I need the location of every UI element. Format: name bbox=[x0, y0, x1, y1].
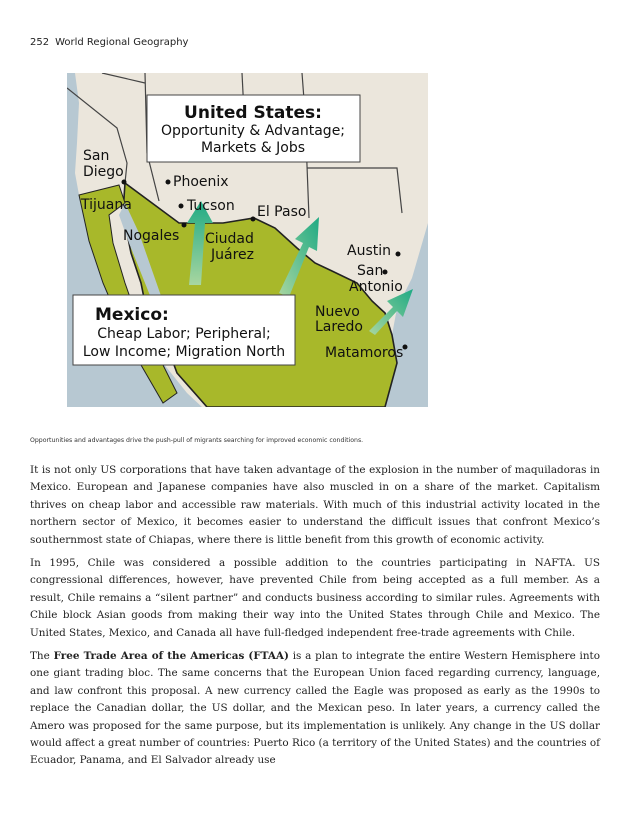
dot-el-paso bbox=[251, 217, 256, 222]
dot-phoenix bbox=[166, 180, 171, 185]
page-number: 252 bbox=[30, 37, 50, 48]
figure-caption: Opportunities and advantages drive the push-pull of migrants searching for improved economic conditions. bbox=[30, 437, 364, 444]
label-tijuana: Tijuana bbox=[81, 197, 132, 213]
page-header bbox=[30, 37, 188, 48]
label-matamoros: Matamoros bbox=[325, 345, 404, 361]
us-callout-line1: Opportunity & Advantage; bbox=[160, 123, 346, 139]
book-title: World Regional Geography bbox=[55, 37, 189, 48]
dot-matamoros bbox=[403, 345, 408, 350]
label-san-diego-1: San bbox=[83, 148, 110, 164]
paragraph-1: It is not only US corporations that have taken advantage of the explosion in the number of maquiladoras in Mexico. European and Japanese companies have also muscled in on a share of the market. Capitalism thrives on cheap labor and accessible raw materials. With much of this industrial activity located in the northern sector of Mexico, it becomes easier to understand the difficult issues that confront Mexico’s southernmost state of Chiapas, where there is little benefit from this growth of economic activity. bbox=[30, 464, 600, 546]
label-san-antonio-2: Antonio bbox=[349, 279, 403, 295]
label-phoenix: Phoenix bbox=[173, 174, 229, 190]
us-callout-line2: Markets & Jobs bbox=[200, 140, 306, 156]
mexico-callout-line2: Low Income; Migration North bbox=[82, 344, 286, 360]
label-tucson: Tucson bbox=[187, 198, 235, 214]
label-ciudad-juarez-2: Juárez bbox=[211, 247, 254, 263]
paragraph-3-body: is a plan to integrate the entire Western Hemisphere into one giant trading bloc. The same concerns that the European Union faced regarding currency, language, and law confront this proposal. A new currency called the Eagle was proposed as early as the 1990s to replace the Canadian dollar, the US dollar, and the Mexican peso. In later years, a currency called the Amero was proposed for the same purpose, but its implementation is unlikely. Any change in the US dollar would affect a great number of countries: Puerto Rico (a territory of the United States) and the countries of Ecuador, Panama, and El Salvador already use bbox=[30, 650, 600, 767]
paragraph-3-prefix: The bbox=[30, 650, 54, 662]
migration-map bbox=[67, 73, 428, 407]
mexico-callout-line1: Cheap Labor; Peripheral; bbox=[97, 326, 271, 342]
dot-tucson bbox=[179, 204, 184, 209]
label-san-antonio-1: San bbox=[357, 263, 384, 279]
map-svg bbox=[67, 73, 428, 407]
paragraph-3 bbox=[30, 648, 600, 770]
label-nuevo-laredo-2: Laredo bbox=[315, 319, 363, 335]
label-nogales: Nogales bbox=[123, 228, 180, 244]
dot-austin bbox=[396, 252, 401, 257]
dot-san-diego bbox=[122, 180, 127, 185]
label-san-diego-2: Diego bbox=[83, 164, 124, 180]
label-el-paso: El Paso bbox=[257, 204, 307, 220]
us-callout-title: United States: bbox=[184, 103, 322, 123]
label-austin: Austin bbox=[347, 243, 391, 259]
label-nuevo-laredo-1: Nuevo bbox=[315, 304, 360, 320]
dot-nogales bbox=[182, 223, 187, 228]
paragraph-2: In 1995, Chile was considered a possible addition to the countries participating in NAFTA. US congressional differences, however, have prevented Chile from being accepted as a full member. As a result, Chile remains a “silent partner” and conducts business according to similar rules. Agreements with Chile block Asian goods from making their way into the United States through Chile and Mexico. The United States, Mexico, and Canada all have full-fledged independent free-trade agreements with Chile. bbox=[30, 557, 600, 639]
us-callout bbox=[147, 95, 360, 162]
mexico-callout bbox=[73, 295, 295, 365]
ftaa-term: Free Trade Area of the Americas (FTAA) bbox=[53, 650, 289, 662]
label-ciudad-juarez-1: Ciudad bbox=[205, 231, 254, 247]
mexico-callout-title: Mexico: bbox=[95, 305, 169, 325]
